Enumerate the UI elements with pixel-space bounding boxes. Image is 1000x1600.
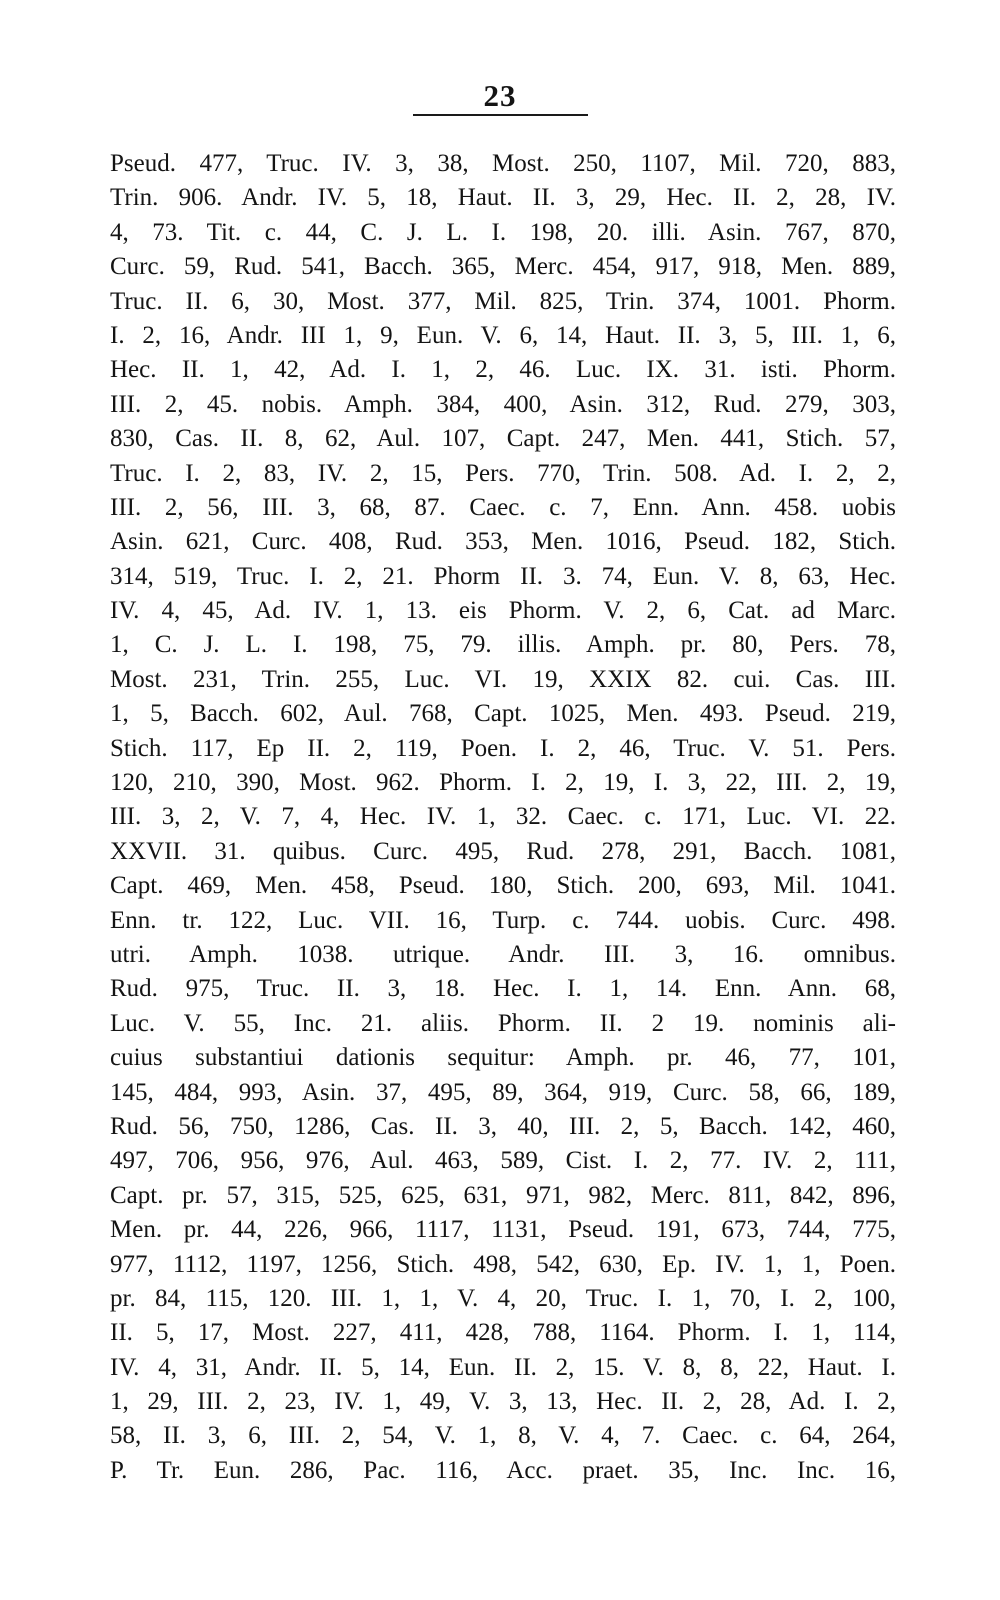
- text-line: 145, 484, 993, Asin. 37, 495, 89, 364, 919, Curc. 58, 66, 189,: [110, 1078, 896, 1106]
- text-line: 497, 706, 956, 976, Aul. 463, 589, Cist. I. 2, 77. IV. 2, 111,: [110, 1147, 896, 1175]
- text-line: Capt. pr. 57, 315, 525, 625, 631, 971, 982, Merc. 811, 842, 896,: [110, 1181, 896, 1209]
- text-line: 314, 519, Truc. I. 2, 21. Phorm II. 3. 74, Eun. V. 8, 63, Hec.: [110, 562, 896, 590]
- text-line: 830, Cas. II. 8, 62, Aul. 107, Capt. 247, Men. 441, Stich. 57,: [110, 425, 896, 453]
- text-line: III. 2, 56, III. 3, 68, 87. Caec. c. 7, Enn. Ann. 458. uobis: [110, 493, 896, 521]
- text-line: utri. Amph. 1038. utrique. Andr. III. 3, 16. omnibus.: [110, 940, 896, 968]
- text-line: 4, 73. Tit. c. 44, C. J. L. I. 198, 20. illi. Asin. 767, 870,: [110, 218, 896, 246]
- text-line: 977, 1112, 1197, 1256, Stich. 498, 542, 630, Ep. IV. 1, 1, Poen.: [110, 1250, 896, 1278]
- text-line: III. 2, 45. nobis. Amph. 384, 400, Asin. 312, Rud. 279, 303,: [110, 390, 896, 418]
- text-line: IV. 4, 31, Andr. II. 5, 14, Eun. II. 2, 15. V. 8, 8, 22, Haut. I.: [110, 1353, 896, 1381]
- text-line: Truc. II. 6, 30, Most. 377, Mil. 825, Trin. 374, 1001. Phorm.: [110, 287, 896, 315]
- text-line: Truc. I. 2, 83, IV. 2, 15, Pers. 770, Trin. 508. Ad. I. 2, 2,: [110, 459, 896, 487]
- text-line: Hec. II. 1, 42, Ad. I. 1, 2, 46. Luc. IX. 31. isti. Phorm.: [110, 356, 896, 384]
- text-line: 1, C. J. L. I. 198, 75, 79. illis. Amph. pr. 80, Pers. 78,: [110, 631, 896, 659]
- text-line: cuius substantiui dationis sequitur: Amph. pr. 46, 77, 101,: [110, 1044, 896, 1072]
- text-line: 58, II. 3, 6, III. 2, 54, V. 1, 8, V. 4, 7. Caec. c. 64, 264,: [110, 1422, 896, 1450]
- text-line: Asin. 621, Curc. 408, Rud. 353, Men. 1016, Pseud. 182, Stich.: [110, 528, 896, 556]
- text-line: Rud. 975, Truc. II. 3, 18. Hec. I. 1, 14. Enn. Ann. 68,: [110, 975, 896, 1003]
- text-line: P. Tr. Eun. 286, Pac. 116, Acc. praet. 35, Inc. Inc. 16,: [110, 1456, 896, 1484]
- text-line: Curc. 59, Rud. 541, Bacch. 365, Merc. 454, 917, 918, Men. 889,: [110, 253, 896, 281]
- header-rule: [413, 114, 588, 116]
- text-line: XXVII. 31. quibus. Curc. 495, Rud. 278, 291, Bacch. 1081,: [110, 837, 896, 865]
- text-line: III. 3, 2, V. 7, 4, Hec. IV. 1, 32. Caec. c. 171, Luc. VI. 22.: [110, 803, 896, 831]
- text-line: Enn. tr. 122, Luc. VII. 16, Turp. c. 744. uobis. Curc. 498.: [110, 906, 896, 934]
- text-line: Pseud. 477, Truc. IV. 3, 38, Most. 250, 1107, Mil. 720, 883,: [110, 150, 896, 177]
- text-line: Most. 231, Trin. 255, Luc. VI. 19, XXIX 82. cui. Cas. III.: [110, 665, 896, 693]
- text-line: Rud. 56, 750, 1286, Cas. II. 3, 40, III. 2, 5, Bacch. 142, 460,: [110, 1112, 896, 1140]
- text-line: Trin. 906. Andr. IV. 5, 18, Haut. II. 3, 29, Hec. II. 2, 28, IV.: [110, 184, 896, 212]
- text-line: 1, 5, Bacch. 602, Aul. 768, Capt. 1025, Men. 493. Pseud. 219,: [110, 700, 896, 728]
- page-number: 23: [483, 78, 517, 113]
- text-line: IV. 4, 45, Ad. IV. 1, 13. eis Phorm. V. 2, 6, Cat. ad Marc.: [110, 597, 896, 625]
- text-line: pr. 84, 115, 120. III. 1, 1, V. 4, 20, Truc. I. 1, 70, I. 2, 100,: [110, 1284, 896, 1312]
- text-line: Luc. V. 55, Inc. 21. aliis. Phorm. II. 2 19. nominis ali-: [110, 1009, 896, 1037]
- text-line: Capt. 469, Men. 458, Pseud. 180, Stich. 200, 693, Mil. 1041.: [110, 872, 896, 900]
- text-line: II. 5, 17, Most. 227, 411, 428, 788, 1164. Phorm. I. 1, 114,: [110, 1319, 896, 1347]
- text-line: I. 2, 16, Andr. III 1, 9, Eun. V. 6, 14, Haut. II. 3, 5, III. 1, 6,: [110, 321, 896, 349]
- text-line: 120, 210, 390, Most. 962. Phorm. I. 2, 19, I. 3, 22, III. 2, 19,: [110, 769, 896, 797]
- text-line: Stich. 117, Ep II. 2, 119, Poen. I. 2, 46, Truc. V. 51. Pers.: [110, 734, 896, 762]
- text-line: Men. pr. 44, 226, 966, 1117, 1131, Pseud. 191, 673, 744, 775,: [110, 1216, 896, 1244]
- index-text-block: [110, 147, 896, 1488]
- text-line: 1, 29, III. 2, 23, IV. 1, 49, V. 3, 13, Hec. II. 2, 28, Ad. I. 2,: [110, 1388, 896, 1416]
